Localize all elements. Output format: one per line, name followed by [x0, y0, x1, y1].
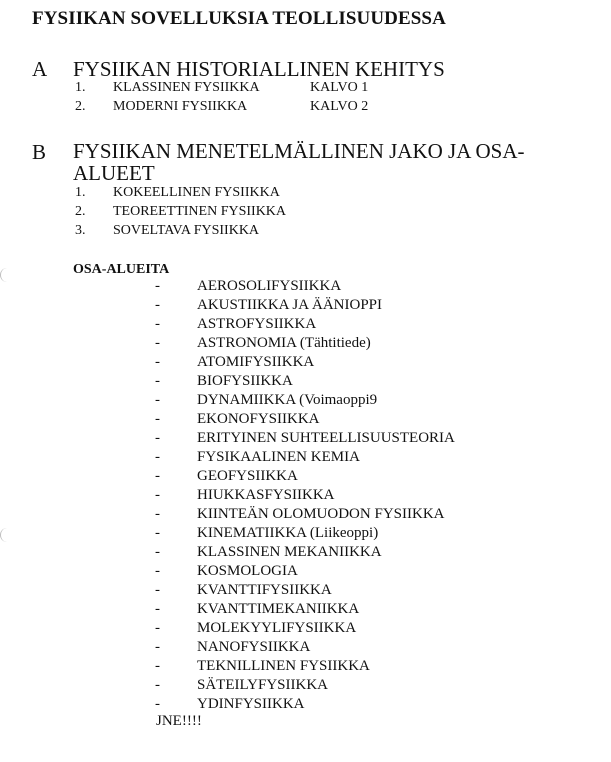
list-bullet: -	[155, 620, 160, 636]
list-bullet: -	[155, 392, 160, 408]
list-item-text: BIOFYSIIKKA	[197, 373, 293, 389]
list-item-text: YDINFYSIIKKA	[197, 696, 305, 712]
list-item-text: DYNAMIIKKA (Voimaoppi9	[197, 392, 378, 408]
list-item	[0, 601, 600, 620]
section-b-item-3-number: 3.	[75, 223, 86, 238]
list-bullet: -	[155, 658, 160, 674]
section-b-heading: FYSIIKAN MENETELMÄLLINEN JAKO JA OSA-ALUEET	[73, 139, 525, 185]
list-item-text: SÄTEILYFYSIIKKA	[197, 677, 328, 693]
list-item	[0, 297, 600, 316]
list-item-text: KVANTTIMEKANIIKKA	[197, 601, 360, 617]
list-item	[0, 544, 600, 563]
list-bullet: -	[155, 449, 160, 465]
section-b-item-2-text: TEOREETTINEN FYSIIKKA	[113, 204, 287, 219]
list-bullet: -	[155, 316, 160, 332]
areas-heading: OSA-ALUEITA	[73, 262, 170, 277]
section-a-item-1-extra: KALVO 1	[310, 80, 369, 95]
list-item	[0, 335, 600, 354]
section-b-item-2-number: 2.	[75, 204, 86, 219]
list-item-text: HIUKKASFYSIIKKA	[197, 487, 335, 503]
list-item	[0, 392, 600, 411]
list-item-text: MOLEKYYLIFYSIIKKA	[197, 620, 357, 636]
list-item	[0, 430, 600, 449]
list-item	[0, 639, 600, 658]
section-a-item-2-text: MODERNI FYSIIKKA	[113, 99, 248, 114]
section-b-letter: B	[32, 140, 47, 164]
list-item-text: GEOFYSIIKKA	[197, 468, 298, 484]
list-item	[0, 449, 600, 468]
section-a-heading: FYSIIKAN HISTORIALLINEN KEHITYS	[73, 57, 445, 81]
list-item	[0, 506, 600, 525]
document-title: FYSIIKAN SOVELLUKSIA TEOLLISUUDESSA	[32, 8, 446, 29]
list-item	[0, 411, 600, 430]
list-bullet: -	[155, 335, 160, 351]
list-item-text: TEKNILLINEN FYSIIKKA	[197, 658, 370, 674]
list-bullet: -	[155, 297, 160, 313]
list-bullet: -	[155, 468, 160, 484]
list-item-text: AKUSTIIKKA JA ÄÄNIOPPI	[197, 297, 383, 313]
section-a-item-2-number: 2.	[75, 99, 86, 114]
list-item-text: ATOMIFYSIIKKA	[197, 354, 315, 370]
list-bullet: -	[155, 487, 160, 503]
list-item-text: KLASSINEN MEKANIIKKA	[197, 544, 382, 560]
list-item-text: KINEMATIIKKA (Liikeoppi)	[197, 525, 379, 541]
list-bullet: -	[155, 582, 160, 598]
list-bullet: -	[155, 525, 160, 541]
list-item	[0, 563, 600, 582]
list-item	[0, 696, 600, 715]
scan-edge-mark	[0, 528, 10, 542]
list-item-text: KIINTEÄN OLOMUODON FYSIIKKA	[197, 506, 445, 522]
list-bullet: -	[155, 601, 160, 617]
section-b-item-1-number: 1.	[75, 185, 86, 200]
list-bullet: -	[155, 677, 160, 693]
list-item-text: NANOFYSIIKKA	[197, 639, 311, 655]
list-item-text: ASTRONOMIA (Tähtitiede)	[197, 335, 371, 351]
list-bullet: -	[155, 354, 160, 370]
list-bullet: -	[155, 506, 160, 522]
list-item-text: ERITYINEN SUHTEELLISUUSTEORIA	[197, 430, 455, 446]
list-bullet: -	[155, 563, 160, 579]
list-item	[0, 354, 600, 373]
list-item	[0, 373, 600, 392]
section-a-letter: A	[32, 57, 48, 81]
section-b-item-3-text: SOVELTAVA FYSIIKKA	[113, 223, 260, 238]
list-item	[0, 487, 600, 506]
list-bullet: -	[155, 278, 160, 294]
list-bullet: -	[155, 411, 160, 427]
list-bullet: -	[155, 373, 160, 389]
list-item	[0, 278, 600, 297]
list-item-text: KVANTTIFYSIIKKA	[197, 582, 332, 598]
section-b-item-1-text: KOKEELLINEN FYSIIKKA	[113, 185, 280, 200]
scan-edge-mark	[0, 268, 10, 282]
list-bullet: -	[155, 544, 160, 560]
list-item	[0, 582, 600, 601]
section-a-item-1-text: KLASSINEN FYSIIKKA	[113, 80, 260, 95]
list-item	[0, 468, 600, 487]
list-bullet: -	[155, 639, 160, 655]
list-bullet: -	[155, 696, 160, 712]
list-item-text: KOSMOLOGIA	[197, 563, 298, 579]
list-bullet: -	[155, 430, 160, 446]
list-item	[0, 620, 600, 639]
list-item-text: EKONOFYSIIKKA	[197, 411, 320, 427]
list-item-text: AEROSOLIFYSIIKKA	[197, 278, 342, 294]
list-item-text: ASTROFYSIIKKA	[197, 316, 317, 332]
list-item-text: FYSIKAALINEN KEMIA	[197, 449, 360, 465]
list-item	[0, 677, 600, 696]
list-item	[0, 658, 600, 677]
list-footer-text: JNE!!!!	[156, 713, 202, 729]
list-item	[0, 525, 600, 544]
list-item	[0, 316, 600, 335]
section-a-item-1-number: 1.	[75, 80, 86, 95]
section-a-item-2-extra: KALVO 2	[310, 99, 369, 114]
